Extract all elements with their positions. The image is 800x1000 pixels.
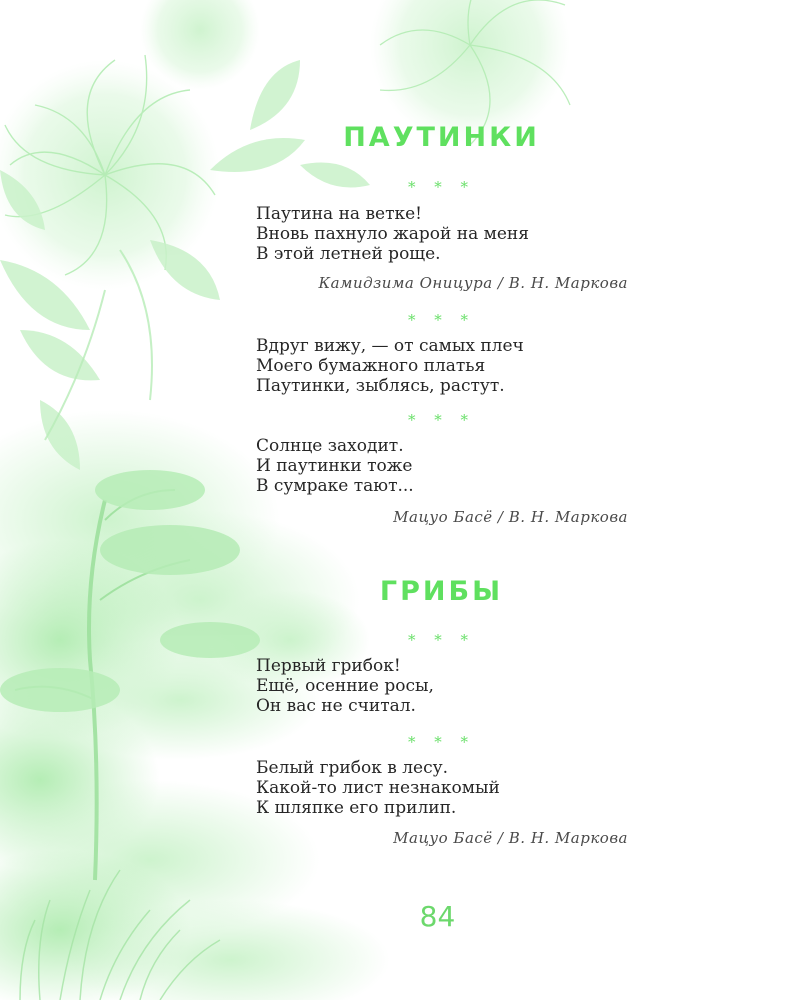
section-title: ПАУТИНКИ (343, 122, 540, 153)
page-number: 84 (419, 900, 456, 933)
poem-line: Вдруг вижу, — от самых плеч (256, 336, 524, 356)
stars-divider: * * * (407, 411, 476, 429)
poem-line: К шляпке его прилип. (256, 798, 457, 818)
poem-line: Какой-то лист незнакомый (256, 778, 500, 798)
stars-divider: * * * (407, 733, 476, 751)
poem-attribution: Камидзима Оницура / В. Н. Маркова (318, 274, 628, 292)
poem-line: Ещё, осенние росы, (256, 676, 434, 696)
poem-attribution: Мацуо Басё / В. Н. Маркова (393, 829, 628, 847)
poem-line: И паутинки тоже (256, 456, 413, 476)
poem-line: Вновь пахнуло жарой на меня (256, 224, 529, 244)
poem-line: Первый грибок! (256, 656, 401, 676)
poem-line: Солнце заходит. (256, 436, 404, 456)
poem-line: В сумраке тают... (256, 476, 414, 496)
stars-divider: * * * (407, 311, 476, 329)
stars-divider: * * * (407, 631, 476, 649)
poem-line: Паутина на ветке! (256, 204, 422, 224)
section-title: ГРИБЫ (379, 576, 504, 607)
poem-line: Белый грибок в лесу. (256, 758, 448, 778)
poem (256, 204, 529, 264)
poem-line: Паутинки, зыблясь, растут. (256, 376, 505, 396)
poem-attribution: Мацуо Басё / В. Н. Маркова (393, 508, 628, 526)
stars-divider: * * * (407, 178, 476, 196)
poem-line: В этой летней роще. (256, 244, 441, 264)
poem (256, 656, 434, 716)
poem-line: Моего бумажного платья (256, 356, 486, 376)
poem (256, 758, 500, 818)
poem-line: Он вас не считал. (256, 696, 416, 716)
poem (256, 436, 414, 496)
poem (256, 336, 524, 396)
